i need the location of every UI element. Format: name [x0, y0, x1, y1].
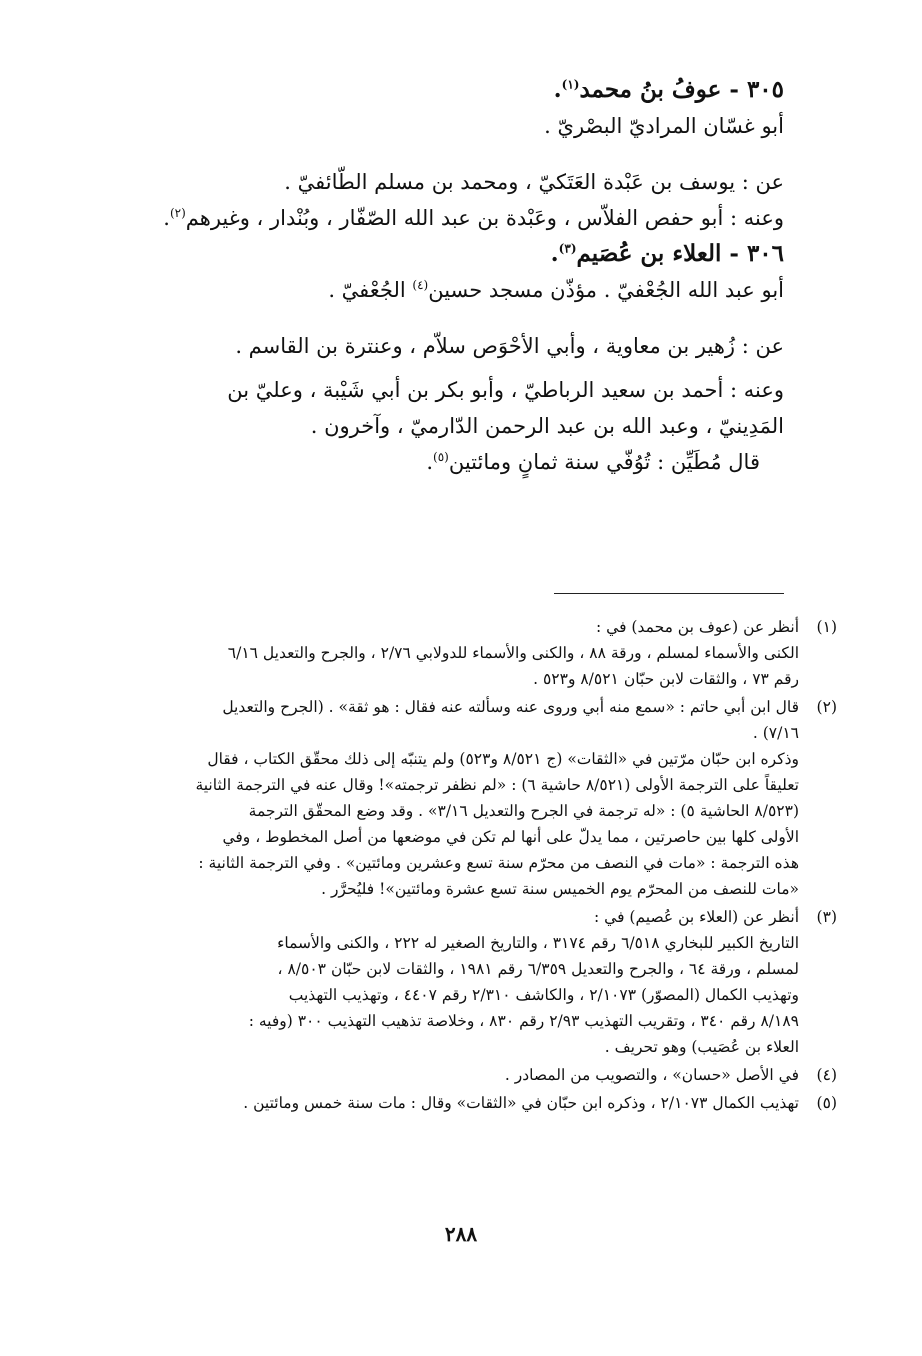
footnotes — [108, 614, 837, 1118]
footnote-ref[interactable]: (٣) — [558, 241, 577, 256]
footnote-number: (٣) — [816, 908, 837, 926]
footnote-ref[interactable]: (٤) — [412, 278, 429, 292]
footnote — [108, 1062, 837, 1088]
footnote-line: لمسلم ، ورقة ٦٤ ، والجرح والتعديل ٦/٣٥٩ رقم ١٩٨١ ، والثقات لابن حبّان ٨/٥٠٣ ، — [277, 960, 799, 978]
footnote-line: وتهذيب الكمال (المصوّر) ٢/١٠٧٣ ، والكاشف ٢/٣١٠ رقم ٤٤٠٧ ، وتهذيب التهذيب — [288, 986, 799, 1004]
footnote-line: الأولى كلها بين حاصرتين ، مما يدلّ على أنها لم تكن في موضعها من أصل المخطوط ، وفي — [222, 828, 799, 846]
entry-by-306-line2: المَدِينيّ ، وعبد الله بن عبد الرحمن الدّارميّ ، وآخرون . — [310, 414, 784, 438]
footnote — [108, 1090, 837, 1116]
footnote-line: العلاء بن عُصَيب) وهو تحريف . — [604, 1038, 799, 1056]
footnote-body — [108, 614, 799, 692]
footnote-body — [108, 904, 799, 1060]
footnote — [108, 614, 837, 692]
entry-title-305: ٣٠٥ - عوفُ بنُ محمد$^{(١)}$. — [553, 76, 784, 103]
entry-from-305: عن : يوسف بن عَبْدة العَتَكيّ ، ومحمد بن مسلم الطّائفيّ . — [284, 170, 784, 194]
footnote-line: ٨/١٨٩ رقم ٣٤٠ ، وتقريب التهذيب ٢/٩٣ رقم ٨٣٠ ، وخلاصة تذهيب التهذيب ٣٠٠ (وفيه : — [248, 1012, 799, 1030]
entry-kunya-305: أبو غسّان المراديّ البصْريّ . — [544, 114, 784, 138]
footnote-line: وذكره ابن حبّان مرّتين في «الثقات» (ج ٨/٥٢١ و٥٢٣) ولم يتنبّه إلى ذلك محقّق الكتاب ، فقال — [207, 750, 799, 768]
footnote-line: التاريخ الكبير للبخاري ٦/٥١٨ رقم ٣١٧٤ ، والتاريخ الصغير له ٢٢٢ ، والكنى والأسماء — [277, 934, 799, 952]
footnote-line: في الأصل «حسان» ، والتصويب من المصادر . — [504, 1066, 799, 1084]
footnote-ref[interactable]: (١) — [561, 77, 580, 92]
footnote-number: (٤) — [816, 1066, 837, 1084]
entry-by-306-line1: وعنه : أحمد بن سعيد الرباطيّ ، وأبو بكر بن أبي شَيْبة ، وعليّ بن — [227, 378, 784, 402]
footnote — [108, 694, 837, 902]
footnote-line: (٨/٥٢٣ الحاشية ٥) : «له ترجمة في الجرح والتعديل ٣/١٦» . وقد وضع المحقّق الترجمة — [248, 802, 799, 820]
entry-from-306: عن : زُهير بن معاوية ، وأبي الأحْوَص سلاّم ، وعنترة بن القاسم . — [235, 334, 784, 358]
footnote-line: قال ابن أبي حاتم : «سمع منه أبي وروى عنه وسألته عنه فقال : هو ثقة» . (الجرح والتعديل — [222, 698, 799, 716]
footnote-number: (١) — [816, 618, 837, 636]
footnote-line: تهذيب الكمال ٢/١٠٧٣ ، وذكره ابن حبّان في «الثقات» وقال : مات سنة خمس ومائتين . — [243, 1094, 799, 1112]
footnote-line: أنظر عن (العلاء بن عُصيم) في : — [594, 908, 799, 926]
footnote-body — [108, 1090, 799, 1116]
entry-by-305: وعنه : أبو حفص الفلاّس ، وعَبْدة بن عبد الله الصّفّار ، وبُنْدار ، وغيرهم$^{(٢)}$. — [163, 206, 784, 230]
footnote-body — [108, 1062, 799, 1088]
footnote-ref[interactable]: (٥) — [433, 450, 449, 464]
entry-title-306: ٣٠٦ - العلاء بن عُصَيم$^{(٣)}$. — [550, 240, 784, 267]
footnote-line: ٧/١٦) . — [752, 724, 799, 742]
footnote-line: رقم ٧٣ ، والثقات لابن حبّان ٨/٥٢١ و٥٢٣ . — [533, 670, 799, 688]
footnote-line: هذه الترجمة : «مات في النصف من محرّم سنة تسع وعشرين ومائتين» . وفي الترجمة الثانية : — [198, 854, 799, 872]
entry-said-306: قال مُطَيِّن : تُوُفّي سنة ثمانٍ ومائتين$^{(٥)}$. — [426, 450, 760, 474]
footnote-number: (٢) — [816, 698, 837, 716]
entry-kunya-306: أبو عبد الله الجُعْفيّ . مؤذّن مسجد حسين$^{(٤)}$ الجُعْفيّ . — [328, 278, 784, 302]
main-text — [118, 72, 784, 480]
footnote-number: (٥) — [816, 1094, 837, 1112]
footnote-body — [108, 694, 799, 902]
footnote-line: تعليقاً على الترجمة الأولى (٨/٥٢١ حاشية ٦) : «لم نظفر ترجمته»! وقال عنه في الترجمة الثانية — [195, 776, 799, 794]
footnote-separator — [554, 593, 784, 594]
page-number: ٢٨٨ — [444, 1222, 478, 1246]
footnote-line: «مات للنصف من المحرّم يوم الخميس سنة تسع عشرة ومائتين»! فليُحرَّر . — [321, 880, 799, 898]
footnote — [108, 904, 837, 1060]
footnote-ref[interactable]: (٢) — [169, 206, 186, 220]
footnote-line: الكنى والأسماء لمسلم ، ورقة ٨٨ ، والكنى والأسماء للدولابي ٢/٧٦ ، والجرح والتعديل ٦/١٦ — [227, 644, 799, 662]
footnote-line: أنظر عن (عوف بن محمد) في : — [596, 618, 799, 636]
